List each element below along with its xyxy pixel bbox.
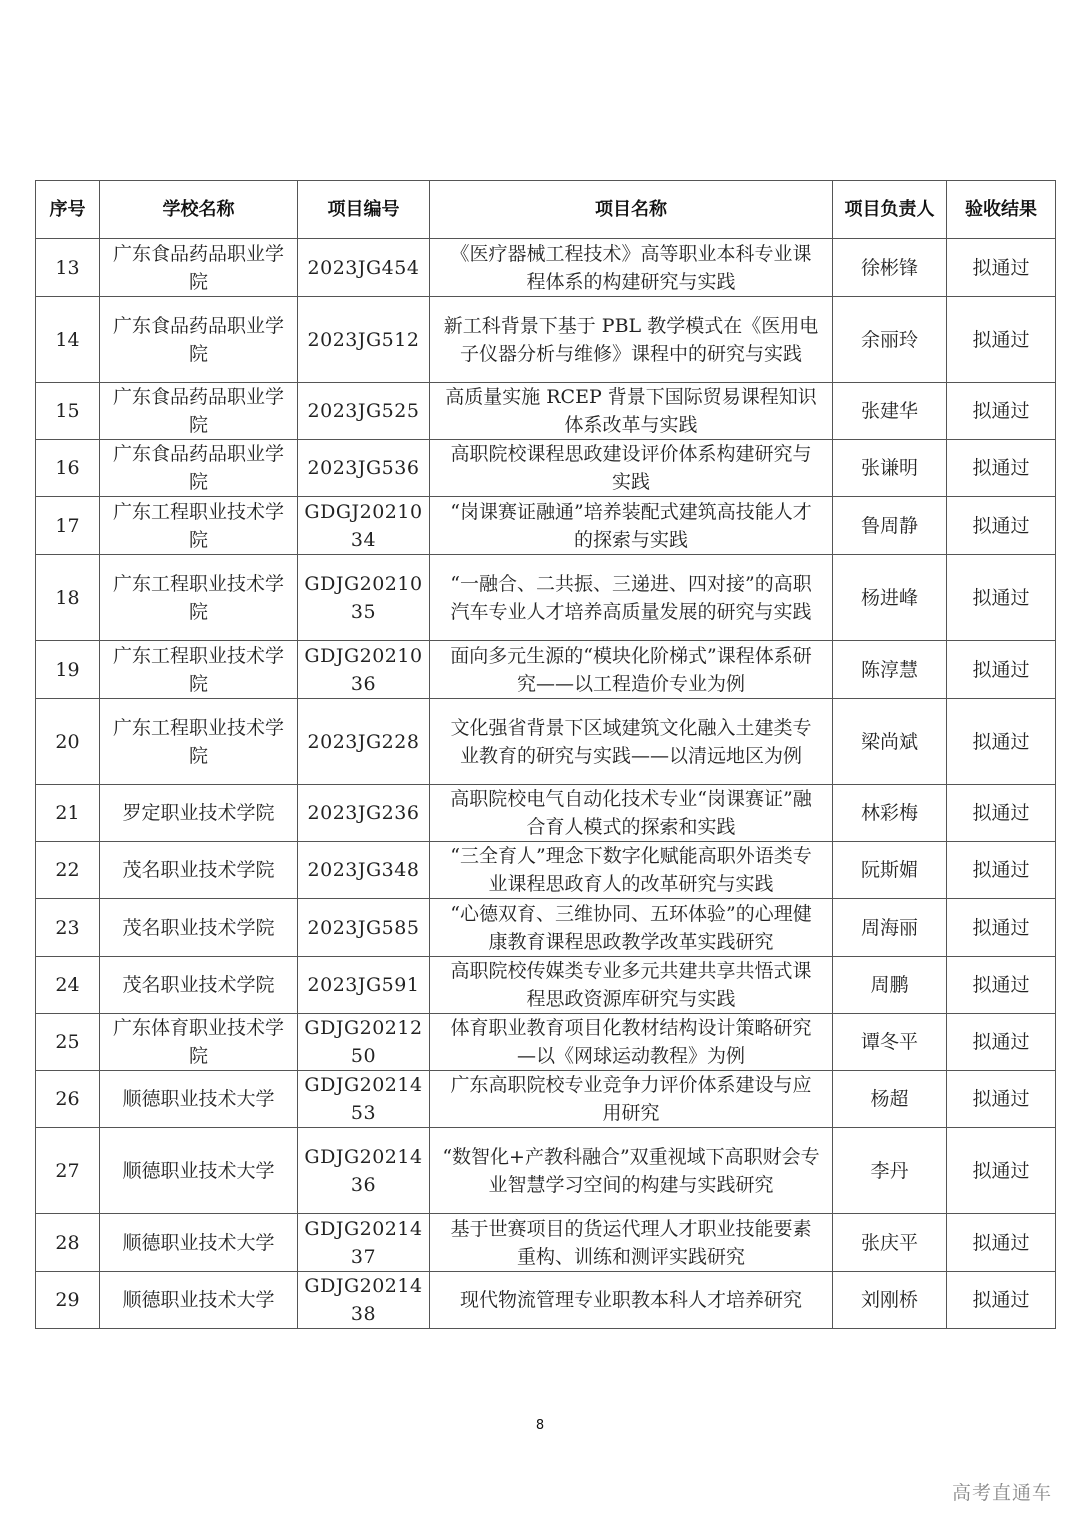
table-row	[36, 1272, 1056, 1329]
project-code: 2023JG348	[298, 842, 430, 899]
serial-number: 26	[36, 1071, 100, 1128]
project-title: 高职院校课程思政建设评价体系构建研究与实践	[430, 440, 833, 497]
acceptance-result: 拟通过	[947, 1272, 1056, 1329]
project-leader: 谭冬平	[833, 1014, 947, 1071]
project-leader: 周鹏	[833, 957, 947, 1014]
table-row	[36, 641, 1056, 699]
school-name: 广东工程职业技术学院	[100, 497, 298, 555]
school-name: 顺德职业技术大学	[100, 1071, 298, 1128]
school-name: 茂名职业技术学院	[100, 842, 298, 899]
serial-number: 18	[36, 555, 100, 641]
project-leader: 阮斯媚	[833, 842, 947, 899]
project-leader: 周海丽	[833, 899, 947, 957]
header-project-code: 项目编号	[298, 181, 430, 239]
table-row	[36, 383, 1056, 440]
project-leader: 刘刚桥	[833, 1272, 947, 1329]
school-name: 顺德职业技术大学	[100, 1128, 298, 1214]
school-name: 广东工程职业技术学院	[100, 699, 298, 785]
table-row	[36, 842, 1056, 899]
serial-number: 24	[36, 957, 100, 1014]
acceptance-result: 拟通过	[947, 1071, 1056, 1128]
table-row	[36, 497, 1056, 555]
serial-number: 20	[36, 699, 100, 785]
serial-number: 13	[36, 239, 100, 297]
project-code: GDJG2021035	[298, 555, 430, 641]
serial-number: 21	[36, 785, 100, 842]
serial-number: 19	[36, 641, 100, 699]
project-leader: 张谦明	[833, 440, 947, 497]
table-row	[36, 1214, 1056, 1272]
school-name: 顺德职业技术大学	[100, 1214, 298, 1272]
table-row	[36, 239, 1056, 297]
project-title: 体育职业教育项目化教材结构设计策略研究—以《网球运动教程》为例	[430, 1014, 833, 1071]
serial-number: 16	[36, 440, 100, 497]
project-code: 2023JG236	[298, 785, 430, 842]
project-code: 2023JG525	[298, 383, 430, 440]
project-leader: 陈淳慧	[833, 641, 947, 699]
acceptance-result: 拟通过	[947, 899, 1056, 957]
school-name: 广东食品药品职业学院	[100, 297, 298, 383]
project-code: 2023JG585	[298, 899, 430, 957]
school-name: 罗定职业技术学院	[100, 785, 298, 842]
project-title: 《医疗器械工程技术》高等职业本科专业课程体系的构建研究与实践	[430, 239, 833, 297]
project-title: “三全育人”理念下数字化赋能高职外语类专业课程思政育人的改革研究与实践	[430, 842, 833, 899]
table-row	[36, 957, 1056, 1014]
project-leader: 杨进峰	[833, 555, 947, 641]
school-name: 广东体育职业技术学院	[100, 1014, 298, 1071]
header-acceptance-result: 验收结果	[947, 181, 1056, 239]
project-leader: 李丹	[833, 1128, 947, 1214]
table-row	[36, 899, 1056, 957]
acceptance-result: 拟通过	[947, 383, 1056, 440]
school-name: 广东工程职业技术学院	[100, 555, 298, 641]
acceptance-result: 拟通过	[947, 497, 1056, 555]
table-header-row	[36, 181, 1056, 239]
project-code: 2023JG536	[298, 440, 430, 497]
school-name: 广东食品药品职业学院	[100, 383, 298, 440]
school-name: 茂名职业技术学院	[100, 899, 298, 957]
school-name: 顺德职业技术大学	[100, 1272, 298, 1329]
project-title: “心德双育、三维协同、五环体验”的心理健康教育课程思政教学改革实践研究	[430, 899, 833, 957]
project-title: 文化强省背景下区域建筑文化融入土建类专业教育的研究与实践——以清远地区为例	[430, 699, 833, 785]
acceptance-result: 拟通过	[947, 699, 1056, 785]
project-code: GDJG2021250	[298, 1014, 430, 1071]
project-leader: 张建华	[833, 383, 947, 440]
project-code: GDJG2021436	[298, 1128, 430, 1214]
project-code: 2023JG228	[298, 699, 430, 785]
school-name: 广东工程职业技术学院	[100, 641, 298, 699]
project-code: GDJG2021438	[298, 1272, 430, 1329]
acceptance-result: 拟通过	[947, 842, 1056, 899]
project-title: 基于世赛项目的货运代理人才职业技能要素重构、训练和测评实践研究	[430, 1214, 833, 1272]
project-title: 新工科背景下基于 PBL 教学模式在《医用电子仪器分析与维修》课程中的研究与实践	[430, 297, 833, 383]
acceptance-result: 拟通过	[947, 1128, 1056, 1214]
acceptance-result: 拟通过	[947, 957, 1056, 1014]
serial-number: 15	[36, 383, 100, 440]
project-title: “岗课赛证融通”培养装配式建筑高技能人才的探索与实践	[430, 497, 833, 555]
project-title: 广东高职院校专业竞争力评价体系建设与应用研究	[430, 1071, 833, 1128]
watermark-text: 高考直通车	[951, 1482, 1052, 1504]
project-code: GDJG2021437	[298, 1214, 430, 1272]
serial-number: 14	[36, 297, 100, 383]
acceptance-result: 拟通过	[947, 1014, 1056, 1071]
acceptance-result: 拟通过	[947, 1214, 1056, 1272]
page-number: 8	[535, 1418, 545, 1433]
school-name: 广东食品药品职业学院	[100, 239, 298, 297]
table-row	[36, 785, 1056, 842]
project-leader: 梁尚斌	[833, 699, 947, 785]
project-leader: 林彩梅	[833, 785, 947, 842]
serial-number: 27	[36, 1128, 100, 1214]
school-name: 广东食品药品职业学院	[100, 440, 298, 497]
serial-number: 23	[36, 899, 100, 957]
acceptance-result: 拟通过	[947, 239, 1056, 297]
serial-number: 28	[36, 1214, 100, 1272]
project-title: “数智化+产教科融合”双重视域下高职财会专业智慧学习空间的构建与实践研究	[430, 1128, 833, 1214]
project-leader: 鲁周静	[833, 497, 947, 555]
project-leader: 张庆平	[833, 1214, 947, 1272]
project-code: GDJG2021036	[298, 641, 430, 699]
project-title: 高职院校传媒类专业多元共建共享共悟式课程思政资源库研究与实践	[430, 957, 833, 1014]
header-school-name: 学校名称	[100, 181, 298, 239]
header-project-title: 项目名称	[430, 181, 833, 239]
project-code: 2023JG454	[298, 239, 430, 297]
acceptance-result: 拟通过	[947, 785, 1056, 842]
header-project-leader: 项目负责人	[833, 181, 947, 239]
acceptance-result: 拟通过	[947, 641, 1056, 699]
project-code: GDGJ2021034	[298, 497, 430, 555]
table-row	[36, 1071, 1056, 1128]
project-title: 现代物流管理专业职教本科人才培养研究	[430, 1272, 833, 1329]
acceptance-result: 拟通过	[947, 297, 1056, 383]
school-name: 茂名职业技术学院	[100, 957, 298, 1014]
serial-number: 22	[36, 842, 100, 899]
header-serial-number: 序号	[36, 181, 100, 239]
table-row	[36, 555, 1056, 641]
table-row	[36, 297, 1056, 383]
project-code: 2023JG512	[298, 297, 430, 383]
project-title: 面向多元生源的“模块化阶梯式”课程体系研究——以工程造价专业为例	[430, 641, 833, 699]
acceptance-result: 拟通过	[947, 555, 1056, 641]
table-row	[36, 1128, 1056, 1214]
acceptance-result: 拟通过	[947, 440, 1056, 497]
project-leader: 徐彬锋	[833, 239, 947, 297]
project-title: 高质量实施 RCEP 背景下国际贸易课程知识体系改革与实践	[430, 383, 833, 440]
project-leader: 杨超	[833, 1071, 947, 1128]
serial-number: 29	[36, 1272, 100, 1329]
project-title: “一融合、二共振、三递进、四对接”的高职汽车专业人才培养高质量发展的研究与实践	[430, 555, 833, 641]
table-row	[36, 440, 1056, 497]
project-code: 2023JG591	[298, 957, 430, 1014]
serial-number: 25	[36, 1014, 100, 1071]
table-row	[36, 1014, 1056, 1071]
project-leader: 余丽玲	[833, 297, 947, 383]
serial-number: 17	[36, 497, 100, 555]
project-title: 高职院校电气自动化技术专业“岗课赛证”融合育人模式的探索和实践	[430, 785, 833, 842]
project-acceptance-table	[35, 180, 1056, 1329]
project-code: GDJG2021453	[298, 1071, 430, 1128]
table-row	[36, 699, 1056, 785]
